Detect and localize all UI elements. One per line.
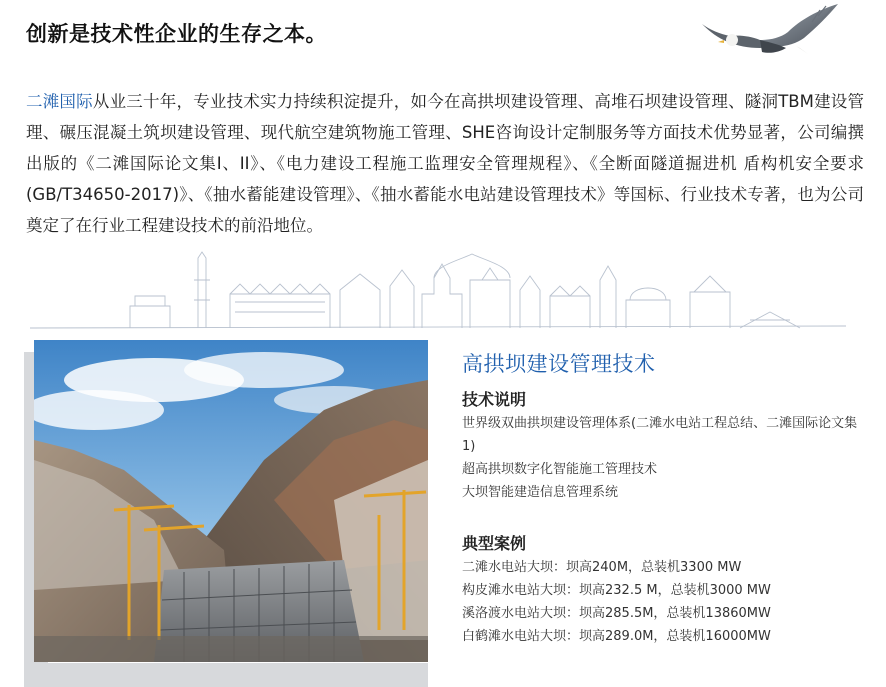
city-skyline-illustration [30,250,846,334]
cases-block [462,534,864,648]
eagle-icon [700,2,842,58]
list-item: 大坝智能建造信息管理系统 [462,485,619,500]
cases-list [462,556,864,648]
photo-shadow-bottom [24,663,428,687]
intro-text: 从业三十年，专业技术实力持续积淀提升，如今在高拱坝建设管理、高堆石坝建设管理、隧洞TBM建设管理、碾压混凝土筑坝建设管理、现代航空建筑物施工管理、SHE咨询设计定制服务等方面技术优势显著，公司编撰出版的《二滩国际论文集I、II》、《电力建设工程施工监理安全管理规程》、《全断面隧道掘进机 盾构机安全要求(GB/T34650-2017)》、《抽水蓄能建设管理》、《抽水蓄能水电站建设管理技术》等国标、行业技术专著，也为公司奠定了在行业工程建设技术的前沿地位。 [26,92,865,235]
company-intro [26,86,864,241]
list-item: 二滩水电站大坝：坝高240M，总装机3300 MW [462,560,742,575]
dam-construction-photo [34,340,428,662]
list-item: 超高拱坝数字化智能施工管理技术 [462,462,658,477]
list-item: 世界级双曲拱坝建设管理体系(二滩水电站工程总结、二滩国际论文集1) [462,416,858,454]
list-item: 构皮滩水电站大坝：坝高232.5 M，总装机3000 MW [462,583,771,598]
tech-heading: 技术说明 [462,390,527,409]
tech-list [462,412,864,504]
panel-title: 高拱坝建设管理技术 [462,352,656,376]
tech-panel [462,348,864,648]
list-item: 白鹤滩水电站大坝：坝高289.0M，总装机16000MW [462,629,771,644]
list-item: 溪洛渡水电站大坝：坝高285.5M，总装机13860MW [462,606,771,621]
cases-heading: 典型案例 [462,534,527,553]
brand-name: 二滩国际 [26,92,93,111]
tech-description-block [462,390,864,504]
page-slogan: 创新是技术性企业的生存之本。 [26,22,327,46]
